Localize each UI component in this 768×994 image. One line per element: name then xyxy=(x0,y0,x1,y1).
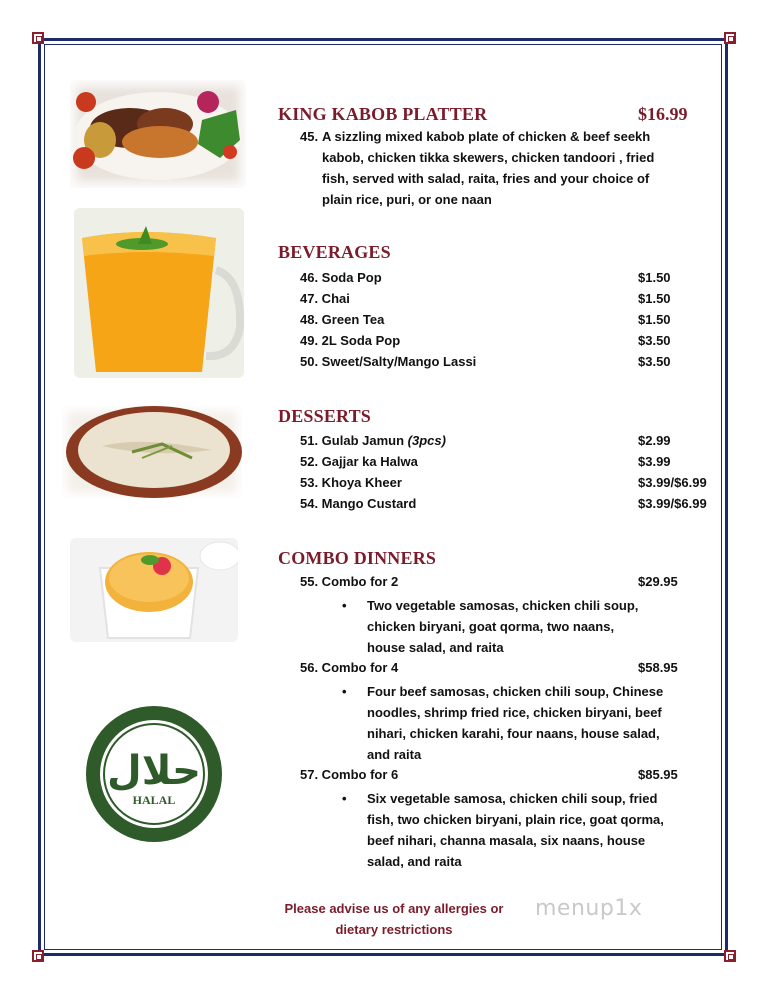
watermark: menup1x xyxy=(535,896,643,921)
menu-item: 46. Soda Pop xyxy=(300,270,382,285)
menu-item-price: $58.95 xyxy=(638,660,678,675)
platter-price: $16.99 xyxy=(638,104,688,124)
menu-item: 51. Gulab Jamun (3pcs) xyxy=(300,433,446,448)
menu-item-price: $2.99 xyxy=(638,433,671,448)
menu-item-price: $3.99/$6.99 xyxy=(638,475,707,490)
menu-item: 48. Green Tea xyxy=(300,312,385,327)
menu-item: 55. Combo for 2 xyxy=(300,574,399,589)
mango-lassi-photo xyxy=(74,208,244,378)
desserts-heading: DESSERTS xyxy=(278,406,372,426)
menu-item-price: $3.99 xyxy=(638,454,671,469)
halal-label: HALAL xyxy=(132,793,176,807)
menu-item: 56. Combo for 4 xyxy=(300,660,399,675)
menu-item: 52. Gajjar ka Halwa xyxy=(300,454,418,469)
platter-description: A sizzling mixed kabob plate of chicken & beef seekh kabob, chicken tikka skewers, chicken tandoori , fried fish, served with salad, raita, fries and your choice of plain rice, puri, or one naan xyxy=(322,129,655,207)
halal-arabic-text: حلال xyxy=(107,748,201,794)
corner-ornament xyxy=(32,950,44,962)
menu-item: 50. Sweet/Salty/Mango Lassi xyxy=(300,354,477,369)
menu-item-price: $1.50 xyxy=(638,291,671,306)
menu-item-price: $85.95 xyxy=(638,767,678,782)
menu-item-price: $3.99/$6.99 xyxy=(638,496,707,511)
menu-item: 57. Combo for 6 xyxy=(300,767,399,782)
menu-item-price: $3.50 xyxy=(638,354,671,369)
platter-title: KING KABOB PLATTER xyxy=(278,104,488,124)
menu-item-price: $1.50 xyxy=(638,270,671,285)
beverages-heading: BEVERAGES xyxy=(278,242,391,262)
halal-logo xyxy=(84,704,224,844)
allergy-note: Please advise us of any allergies or dietary restrictions xyxy=(284,901,504,937)
corner-ornament xyxy=(724,950,736,962)
menu-item-price: $1.50 xyxy=(638,312,671,327)
corner-ornament xyxy=(32,32,44,44)
menu-item: 53. Khoya Kheer xyxy=(300,475,402,490)
menu-item-price: $29.95 xyxy=(638,574,678,589)
combos-heading: COMBO DINNERS xyxy=(278,548,437,568)
kabob-platter-photo xyxy=(70,80,246,188)
menu-item: 49. 2L Soda Pop xyxy=(300,333,401,348)
menu-item-note: (3pcs) xyxy=(407,433,446,448)
menu-item: 47. Chai xyxy=(300,291,350,306)
mango-custard-photo xyxy=(70,538,238,642)
corner-ornament xyxy=(724,32,736,44)
kheer-photo xyxy=(62,406,242,498)
menu-item-price: $3.50 xyxy=(638,333,671,348)
platter-number: 45. xyxy=(300,129,319,144)
menu-item: 54. Mango Custard xyxy=(300,496,417,511)
